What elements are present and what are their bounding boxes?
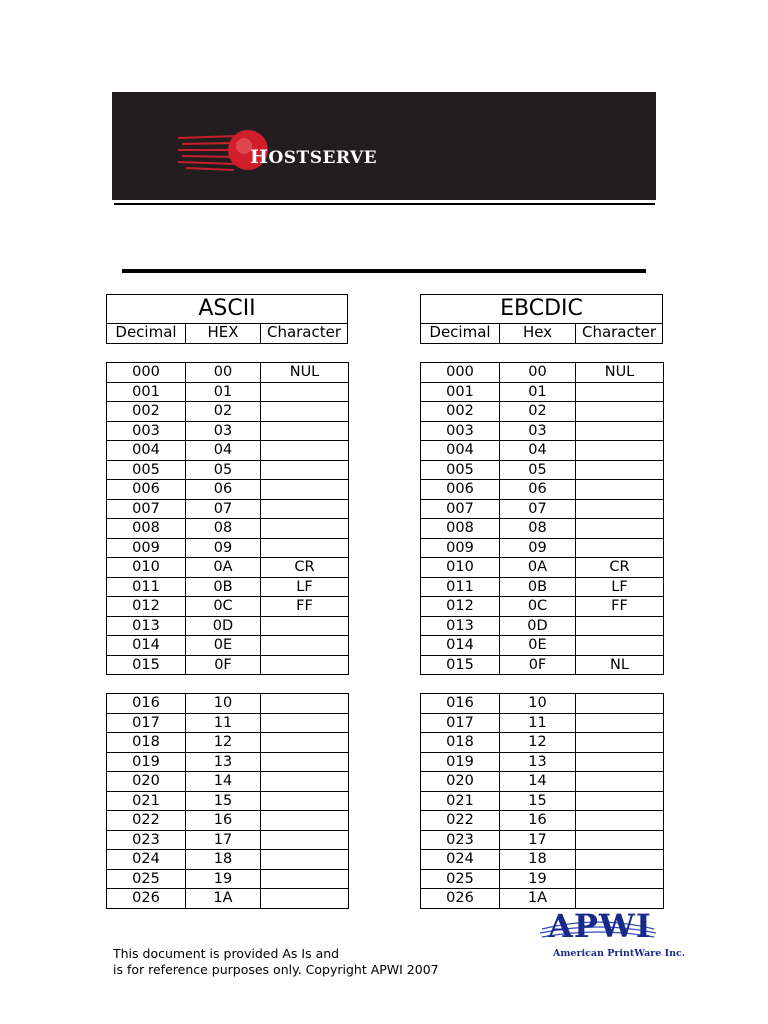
character-cell [261,382,349,402]
character-cell [576,441,664,461]
ebcdic-table-0-15 [420,362,664,675]
ebcdic-col-hex: Hex [500,323,576,343]
table-row [421,655,664,675]
hex-cell: 13 [186,752,261,772]
hex-cell: 15 [186,791,261,811]
character-cell: FF [261,597,349,617]
hex-cell: 18 [500,850,576,870]
character-cell: LF [261,577,349,597]
ascii-col-character: Character [266,323,342,341]
decimal-cell: 009 [107,538,186,558]
hex-cell: 1A [186,889,261,909]
decimal-cell: 014 [107,636,186,656]
table-row [421,577,664,597]
decimal-cell: 010 [107,558,186,578]
table-row [107,713,349,733]
table-row [421,597,664,617]
character-cell: NL [576,655,664,675]
table-row [107,830,349,850]
table-row [421,811,664,831]
hex-cell: 14 [500,772,576,792]
hex-cell: 0C [186,597,261,617]
decimal-cell: 012 [107,597,186,617]
hex-cell: 03 [500,421,576,441]
decimal-cell: 022 [107,811,186,831]
hex-cell: 19 [186,869,261,889]
character-cell [576,850,664,870]
character-cell [576,402,664,422]
decimal-cell: 026 [421,889,500,909]
character-cell [261,655,349,675]
table-row [421,538,664,558]
character-cell [261,616,349,636]
character-cell [261,460,349,480]
character-cell [261,811,349,831]
decimal-cell: 009 [421,538,500,558]
decimal-cell: 025 [421,869,500,889]
table-row [107,480,349,500]
table-row [107,421,349,441]
hex-cell: 17 [500,830,576,850]
table-row [421,636,664,656]
hex-cell: 11 [500,713,576,733]
hex-cell: 09 [186,538,261,558]
hex-cell: 06 [186,480,261,500]
hex-cell: 05 [186,460,261,480]
ascii-header [106,294,348,344]
decimal-cell: 004 [421,441,500,461]
character-cell [576,460,664,480]
hex-cell: 00 [186,363,261,383]
hex-cell: 12 [500,733,576,753]
decimal-cell: 016 [421,694,500,714]
table-row [421,889,664,909]
ascii-col-hex: HEX [186,323,261,343]
table-row [421,421,664,441]
decimal-cell: 019 [107,752,186,772]
character-cell [261,519,349,539]
decimal-cell: 006 [107,480,186,500]
decimal-cell: 002 [107,402,186,422]
ascii-col-decimal: Decimal [107,323,186,343]
table-row [421,441,664,461]
character-cell [576,421,664,441]
hex-cell: 1A [500,889,576,909]
character-cell [261,869,349,889]
decimal-cell: 001 [421,382,500,402]
hex-cell: 06 [500,480,576,500]
table-row [421,869,664,889]
hex-cell: 09 [500,538,576,558]
decimal-cell: 017 [421,713,500,733]
ebcdic-title: EBCDIC [421,295,662,324]
hex-cell: 0D [500,616,576,636]
table-row [107,889,349,909]
decimal-cell: 000 [107,363,186,383]
decimal-cell: 007 [107,499,186,519]
decimal-cell: 007 [421,499,500,519]
decimal-cell: 013 [107,616,186,636]
character-cell: LF [576,577,664,597]
table-row [421,830,664,850]
ascii-table-0-15 [106,362,349,675]
character-cell [261,480,349,500]
table-row [421,791,664,811]
table-row [107,869,349,889]
hex-cell: 17 [186,830,261,850]
decimal-cell: 006 [421,480,500,500]
character-cell [576,830,664,850]
character-cell [576,713,664,733]
decimal-cell: 017 [107,713,186,733]
hex-cell: 07 [500,499,576,519]
table-row [421,616,664,636]
hex-cell: 0C [500,597,576,617]
table-row [107,460,349,480]
character-cell: CR [576,558,664,578]
character-cell [261,752,349,772]
decimal-cell: 023 [107,830,186,850]
table-row [421,480,664,500]
ebcdic-table-16-26 [420,693,664,909]
character-cell [261,733,349,753]
table-row [107,558,349,578]
decimal-cell: 021 [421,791,500,811]
hex-cell: 07 [186,499,261,519]
hex-cell: 16 [500,811,576,831]
table-row [421,713,664,733]
character-cell [576,499,664,519]
hex-cell: 04 [500,441,576,461]
table-row [107,733,349,753]
character-cell [261,421,349,441]
decimal-cell: 014 [421,636,500,656]
table-row [107,538,349,558]
hex-cell: 0B [500,577,576,597]
table-row [421,850,664,870]
decimal-cell: 013 [421,616,500,636]
decimal-cell: 004 [107,441,186,461]
ascii-title: ASCII [107,295,347,324]
decimal-cell: 011 [421,577,500,597]
decimal-cell: 015 [107,655,186,675]
hex-cell: 13 [500,752,576,772]
character-cell [261,538,349,558]
character-cell [576,382,664,402]
table-row [107,577,349,597]
decimal-cell: 023 [421,830,500,850]
character-cell [261,772,349,792]
table-row [107,441,349,461]
hostserve-wordmark: HOSTSERVE [250,146,378,168]
table-row [421,499,664,519]
character-cell [576,519,664,539]
disclaimer-line-2: is for reference purposes only. Copyright APWI 2007 [113,962,439,977]
character-cell [261,402,349,422]
table-row [107,499,349,519]
hex-cell: 11 [186,713,261,733]
character-cell [261,830,349,850]
character-cell [576,791,664,811]
decimal-cell: 024 [107,850,186,870]
ascii-table-16-26 [106,693,349,909]
hex-cell: 12 [186,733,261,753]
decimal-cell: 012 [421,597,500,617]
character-cell [261,713,349,733]
character-cell: NUL [576,363,664,383]
decimal-cell: 003 [421,421,500,441]
apwi-logo: APWI [548,907,652,945]
decimal-cell: 021 [107,791,186,811]
hex-cell: 01 [186,382,261,402]
hex-cell: 05 [500,460,576,480]
decimal-cell: 020 [421,772,500,792]
table-row [107,772,349,792]
decimal-cell: 008 [421,519,500,539]
character-cell: CR [261,558,349,578]
decimal-cell: 011 [107,577,186,597]
table-row [421,382,664,402]
hex-cell: 01 [500,382,576,402]
table-row [421,772,664,792]
hex-cell: 0D [186,616,261,636]
decimal-cell: 010 [421,558,500,578]
character-cell [576,869,664,889]
character-cell: NUL [261,363,349,383]
decimal-cell: 020 [107,772,186,792]
table-row [107,616,349,636]
character-cell [261,636,349,656]
hex-cell: 0F [186,655,261,675]
hex-cell: 0B [186,577,261,597]
table-row [421,694,664,714]
table-row [107,402,349,422]
hex-cell: 0F [500,655,576,675]
character-cell [576,733,664,753]
hex-cell: 19 [500,869,576,889]
hex-cell: 10 [186,694,261,714]
hex-cell: 18 [186,850,261,870]
hex-cell: 0A [186,558,261,578]
decimal-cell: 026 [107,889,186,909]
ebcdic-header [420,294,663,344]
character-cell [261,694,349,714]
table-row [107,655,349,675]
table-row [107,382,349,402]
table-row [421,733,664,753]
ebcdic-col-character: Character [581,323,657,341]
hex-cell: 16 [186,811,261,831]
decimal-cell: 019 [421,752,500,772]
character-cell [261,889,349,909]
hex-cell: 02 [186,402,261,422]
character-cell [576,538,664,558]
table-row [107,791,349,811]
table-row [421,460,664,480]
character-cell [576,811,664,831]
table-row [421,402,664,422]
hex-cell: 08 [500,519,576,539]
hex-cell: 15 [500,791,576,811]
hex-cell: 03 [186,421,261,441]
character-cell [576,636,664,656]
table-row [107,850,349,870]
hex-cell: 02 [500,402,576,422]
character-cell [261,791,349,811]
table-row [107,694,349,714]
decimal-cell: 008 [107,519,186,539]
disclaimer [113,946,439,978]
table-row [107,519,349,539]
hex-cell: 0E [500,636,576,656]
character-cell [576,772,664,792]
hex-cell: 00 [500,363,576,383]
disclaimer-line-1: This document is provided As Is and [113,946,340,961]
character-cell [576,616,664,636]
character-cell [576,889,664,909]
table-row [107,752,349,772]
character-cell [261,499,349,519]
hex-cell: 0E [186,636,261,656]
hex-cell: 04 [186,441,261,461]
hex-cell: 0A [500,558,576,578]
character-cell: FF [576,597,664,617]
table-row [107,636,349,656]
decimal-cell: 005 [107,460,186,480]
title-divider [122,269,646,273]
banner-divider [114,203,655,205]
table-row [421,363,664,383]
table-row [107,363,349,383]
table-row [421,558,664,578]
table-row [421,519,664,539]
apwi-company-name: American PrintWare Inc. [553,948,686,959]
decimal-cell: 024 [421,850,500,870]
decimal-cell: 018 [421,733,500,753]
character-cell [576,480,664,500]
table-row [107,811,349,831]
table-row [421,752,664,772]
decimal-cell: 005 [421,460,500,480]
decimal-cell: 003 [107,421,186,441]
table-row [107,597,349,617]
hex-cell: 10 [500,694,576,714]
decimal-cell: 025 [107,869,186,889]
hex-cell: 14 [186,772,261,792]
character-cell [576,694,664,714]
decimal-cell: 002 [421,402,500,422]
decimal-cell: 016 [107,694,186,714]
character-cell [261,850,349,870]
character-cell [261,441,349,461]
decimal-cell: 022 [421,811,500,831]
decimal-cell: 015 [421,655,500,675]
decimal-cell: 000 [421,363,500,383]
decimal-cell: 001 [107,382,186,402]
decimal-cell: 018 [107,733,186,753]
hex-cell: 08 [186,519,261,539]
ebcdic-col-decimal: Decimal [421,323,500,343]
character-cell [576,752,664,772]
